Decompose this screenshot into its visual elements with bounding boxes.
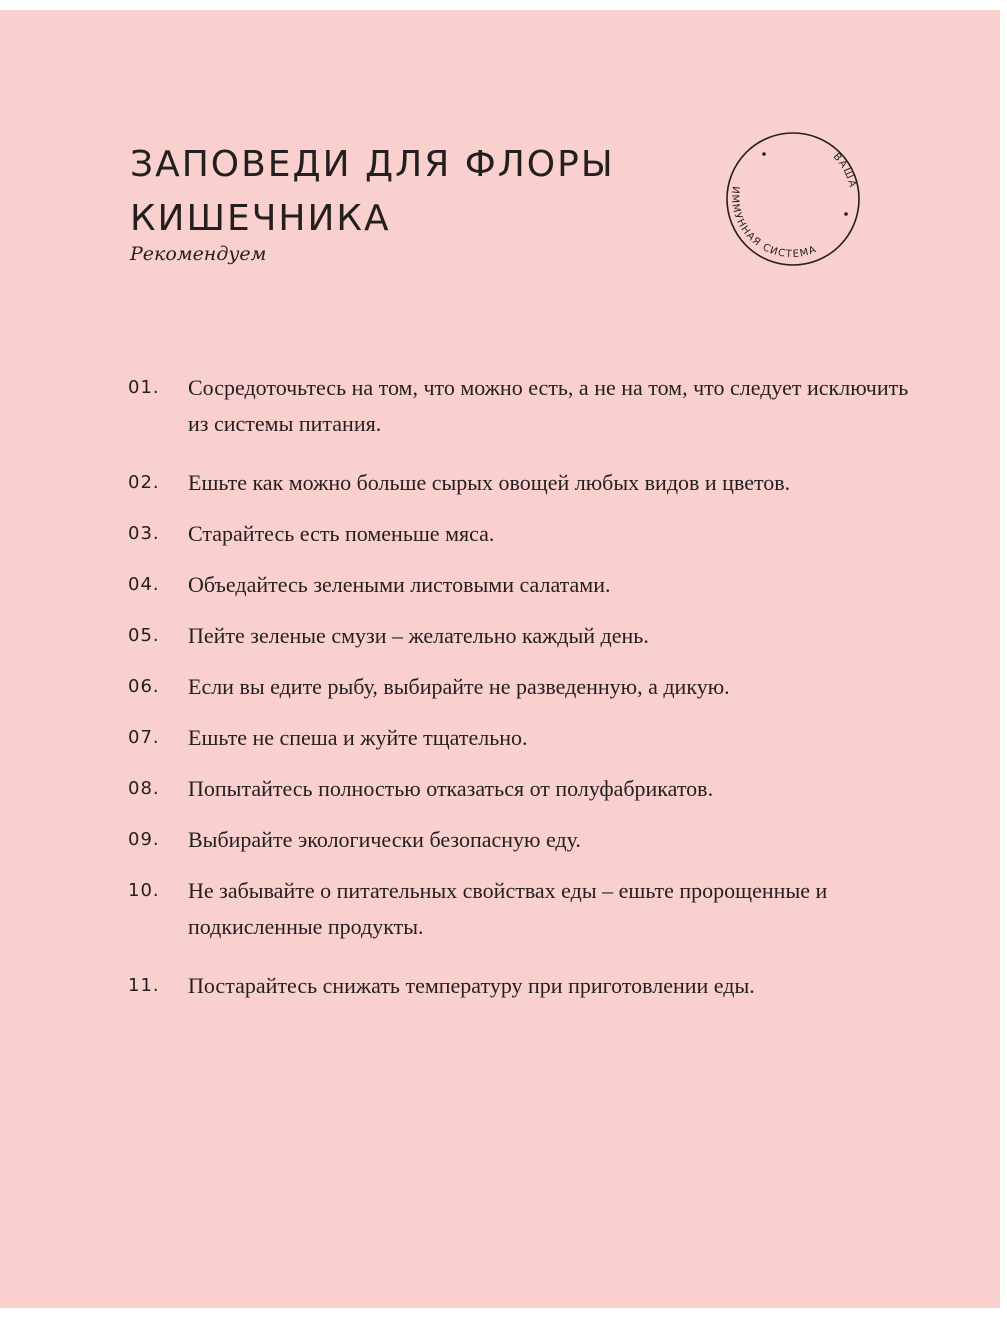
subtitle: Рекомендуем <box>130 243 267 265</box>
list-item <box>128 771 928 807</box>
list-item <box>128 370 928 442</box>
list-item <box>128 720 928 756</box>
item-number: 11. <box>128 975 160 996</box>
title-line-2: КИШЕЧНИКА <box>130 198 391 239</box>
item-number: 08. <box>128 778 160 799</box>
stamp-dot <box>844 212 848 216</box>
item-text: Если вы едите рыбу, выбирайте не разведенную, а дикую. <box>188 674 730 699</box>
list-item <box>128 618 928 654</box>
page-title <box>130 138 615 246</box>
item-number: 06. <box>128 676 160 697</box>
item-text: Ешьте не спеша и жуйте тщательно. <box>188 725 528 750</box>
commandments-list <box>128 370 928 1019</box>
item-text: Постарайтесь снижать температуру при приготовлении еды. <box>188 973 755 998</box>
item-number: 01. <box>128 377 160 398</box>
item-text: Попытайтесь полностью отказаться от полуфабрикатов. <box>188 776 714 801</box>
stamp-dot <box>762 152 766 156</box>
list-item <box>128 873 928 945</box>
item-number: 10. <box>128 880 160 901</box>
list-item <box>128 516 928 552</box>
item-number: 05. <box>128 625 160 646</box>
item-text: Объедайтесь зелеными листовыми салатами. <box>188 572 611 597</box>
item-number: 07. <box>128 727 160 748</box>
immune-system-stamp-icon <box>718 124 868 274</box>
item-text: Выбирайте экологически безопасную еду. <box>188 827 581 852</box>
page <box>0 10 1000 1308</box>
item-text: Старайтесь есть поменьше мяса. <box>188 521 495 546</box>
item-number: 03. <box>128 523 160 544</box>
item-number: 02. <box>128 472 160 493</box>
item-text: Не забывайте о питательных свойствах еды – ешьте пророщенные и подкисленные продукты. <box>188 878 828 939</box>
title-line-1: ЗАПОВЕДИ ДЛЯ ФЛОРЫ <box>130 144 615 185</box>
item-text: Сосредоточьтесь на том, что можно есть, а не на том, что следует исключить из системы питания. <box>188 375 909 436</box>
stamp-text-bottom: ИММУННАЯ СИСТЕМА <box>728 185 819 261</box>
item-number: 09. <box>128 829 160 850</box>
item-text: Ешьте как можно больше сырых овощей любых видов и цветов. <box>188 470 791 495</box>
stamp-text-top: ВАША <box>830 151 859 190</box>
list-item <box>128 968 928 1004</box>
list-item <box>128 465 928 501</box>
item-text: Пейте зеленые смузи – желательно каждый день. <box>188 623 649 648</box>
item-number: 04. <box>128 574 160 595</box>
list-item <box>128 567 928 603</box>
list-item <box>128 669 928 705</box>
list-item <box>128 822 928 858</box>
